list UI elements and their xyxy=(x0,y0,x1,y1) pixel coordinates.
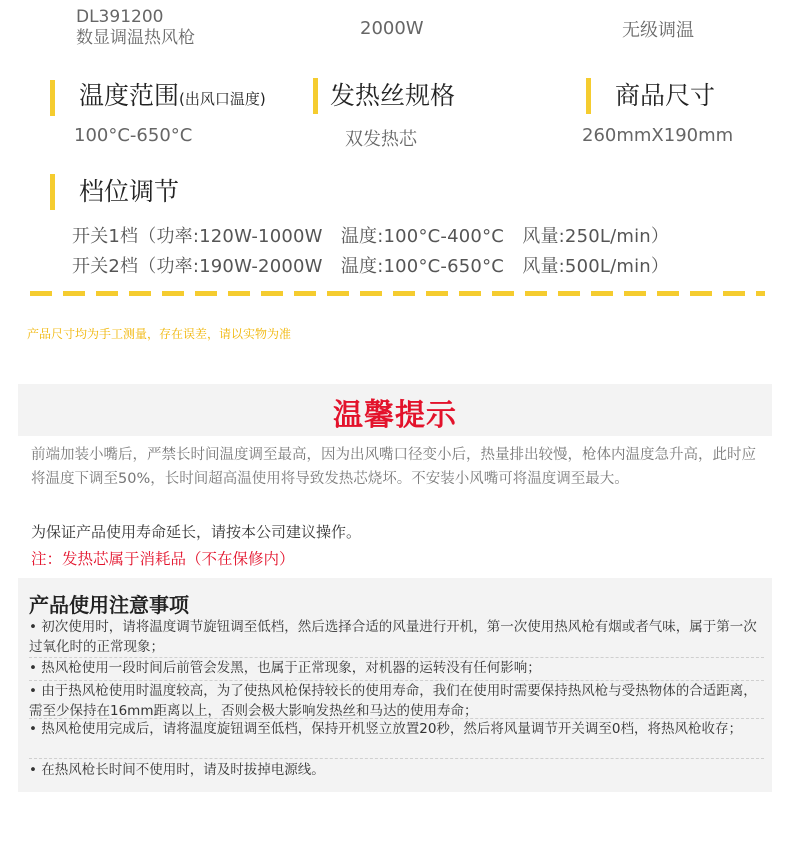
accent-bar xyxy=(50,80,55,116)
gear-title: 档位调节 xyxy=(79,177,180,206)
accent-bar xyxy=(313,78,318,114)
temp-range-value: 100°C-650°C xyxy=(74,125,193,146)
size-title: 商品尺寸 xyxy=(615,81,716,110)
power-value: 2000W xyxy=(360,18,424,39)
model-block xyxy=(76,7,195,49)
usage-item: • 由于热风枪使用时温度较高，为了使热风枪保持较长的使用寿命，我们在使用时需要保持热风枪与受热物体的合适距离，需至少保持在16mm距离以上，否则会极大影响发热丝和马达的使用寿命； xyxy=(29,683,757,719)
temp-range-note: (出风口温度) xyxy=(179,90,266,108)
temp-range-header xyxy=(50,78,266,117)
heater-title: 发热丝规格 xyxy=(330,81,456,110)
model-code: DL391200 xyxy=(76,7,164,27)
model-name: 数显调温热风枪 xyxy=(76,28,195,48)
accent-bar xyxy=(586,78,591,114)
usage-item: • 热风枪使用一段时间后前管会发黑，也属于正常现象，对机器的运转没有任何影响； xyxy=(29,660,541,676)
mode-value: 无级调温 xyxy=(622,20,694,41)
size-header xyxy=(586,78,715,114)
accent-bar xyxy=(50,174,55,210)
measure-note: 产品尺寸均为手工测量，存在误差，请以实物为准 xyxy=(27,327,292,341)
gear-header xyxy=(50,174,179,210)
gear-line-2: 开关2档（功率:190W-2000W 温度:100°C-650°C 风量:500L/min） xyxy=(72,256,670,277)
usage-item: • 热风枪使用完成后，请将温度旋钮调至低档，保持开机竖立放置20秒，然后将风量调节开关调至0档，将热风枪收存； xyxy=(29,721,743,737)
reminder-advice: 为保证产品使用寿命延长，请按本公司建议操作。 xyxy=(31,523,362,541)
reminder-title: 温馨提示 xyxy=(333,398,457,433)
divider xyxy=(29,758,764,759)
usage-title: 产品使用注意事项 xyxy=(29,593,189,617)
reminder-paragraph: 前端加装小嘴后，严禁长时间温度调至最高，因为出风嘴口径变小后，热量排出较慢，枪体内温度急升高，此时应将温度下调至50%，长时间超高温使用将导致发热芯烧坏。不安装小风嘴可将温度调至最大。 xyxy=(31,447,756,487)
heater-header xyxy=(313,78,455,114)
usage-item: • 在热风枪长时间不使用时，请及时拔掉电源线。 xyxy=(29,762,325,778)
dashed-divider xyxy=(30,291,765,296)
reminder-warning: 注：发热芯属于消耗品（不在保修内） xyxy=(31,550,295,568)
gear-line-1: 开关1档（功率:120W-1000W 温度:100°C-400°C 风量:250L/min） xyxy=(72,226,670,247)
temp-range-title: 温度范围 xyxy=(79,81,180,110)
size-value: 260mmX190mm xyxy=(582,125,734,146)
heater-value: 双发热芯 xyxy=(345,129,417,150)
usage-item: • 初次使用时，请将温度调节旋钮调至低档，然后选择合适的风量进行开机，第一次使用热风枪有烟或者气味，属于第一次过氧化时的正常现象； xyxy=(29,619,757,655)
